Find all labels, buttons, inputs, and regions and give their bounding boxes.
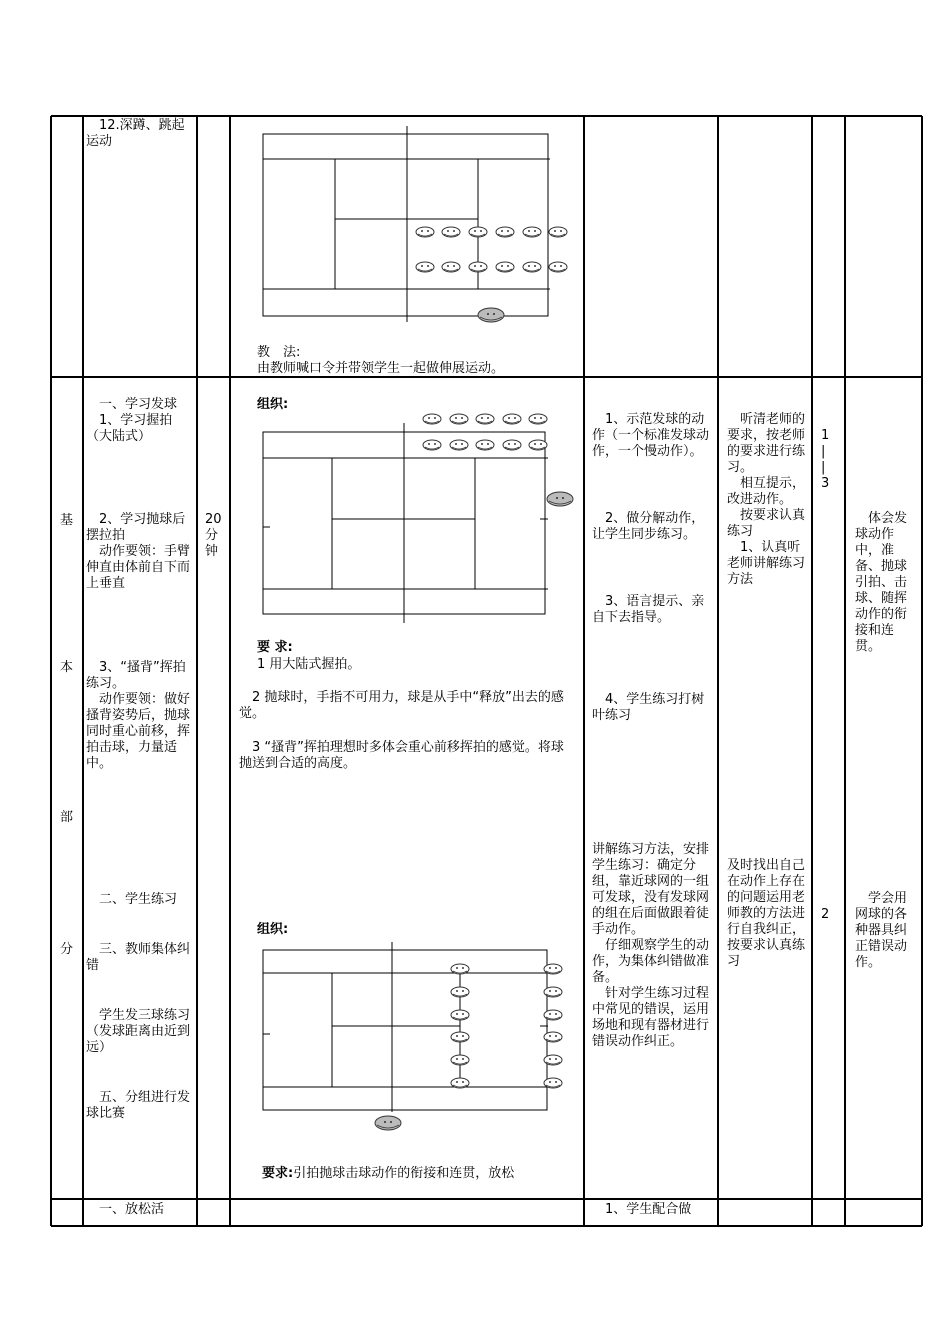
- eye-icon: [487, 417, 489, 419]
- eye-icon: [447, 265, 449, 267]
- eye-icon: [434, 443, 436, 445]
- row3-content: 一、放松活: [86, 1202, 165, 1217]
- eye-icon: [555, 1013, 557, 1015]
- section-char: 部: [60, 810, 74, 825]
- eye-icon: [428, 443, 430, 445]
- student-icon: [523, 262, 541, 272]
- student-icon: [451, 1010, 469, 1020]
- eye-icon: [427, 265, 429, 267]
- eye-icon: [501, 230, 503, 232]
- eye-icon: [455, 417, 457, 419]
- req2-text: 引拍抛球击球动作的衔接和连贯，放松: [293, 1166, 515, 1181]
- eye-icon: [480, 265, 482, 267]
- req2: [262, 1166, 582, 1182]
- student-icon: [469, 262, 487, 272]
- student-icon: [442, 262, 460, 272]
- eye-icon: [514, 443, 516, 445]
- row3-teacher: 1、学生配合做: [592, 1202, 692, 1217]
- court-outline: [263, 950, 547, 1110]
- student-icon: [451, 987, 469, 997]
- eye-icon: [456, 990, 458, 992]
- req2-label: 要求:: [262, 1166, 294, 1181]
- eye-icon: [549, 1058, 551, 1060]
- eye-icon: [428, 417, 430, 419]
- teacher-item: 3、语言提示、亲自下去指导。: [592, 594, 705, 625]
- req-item: 1 用大陆式握拍。: [257, 657, 361, 672]
- content-item: 二、学生练习: [86, 892, 178, 907]
- eye-icon: [453, 230, 455, 232]
- eye-icon: [549, 990, 551, 992]
- eye-icon: [508, 417, 510, 419]
- eye-icon: [534, 230, 536, 232]
- student-icon: [476, 414, 494, 424]
- eye-icon: [555, 1058, 557, 1060]
- student-icon: [469, 227, 487, 237]
- eye-icon: [514, 417, 516, 419]
- student-item: 听清老师的要求，按老师的要求进行练习。 相互提示，改进动作。 按要求认真练习 1、认真听老师讲解练习方法: [727, 412, 806, 587]
- eye-icon: [474, 265, 476, 267]
- eye-icon: [534, 443, 536, 445]
- student-icon: [451, 1032, 469, 1042]
- req-item: 3 “搔背”挥拍理想时多体会重心前移挥拍的感觉。将球抛送到合适的高度。: [239, 740, 564, 771]
- eye-icon: [534, 265, 536, 267]
- count: 1 | | 3: [821, 428, 830, 491]
- student-icon: [416, 262, 434, 272]
- eye-icon: [461, 443, 463, 445]
- student-icon: [529, 414, 547, 424]
- eye-icon: [549, 1035, 551, 1037]
- time-allocation: 20 分 钟: [205, 512, 222, 559]
- eye-icon: [560, 230, 562, 232]
- student-icon: [416, 227, 434, 237]
- student-icon: [544, 1032, 562, 1042]
- method-label: 教 法:: [257, 345, 301, 360]
- eye-icon: [474, 230, 476, 232]
- student-icon: [544, 987, 562, 997]
- student-icon: [451, 1055, 469, 1065]
- eye-icon: [456, 1035, 458, 1037]
- section-char: 本: [60, 660, 74, 675]
- eye-icon: [507, 230, 509, 232]
- student-icon: [476, 440, 494, 450]
- student-icon: [549, 262, 567, 272]
- content-item: 三、教师集体纠错: [86, 942, 191, 973]
- org-label: 组织:: [257, 397, 289, 412]
- eye-icon: [534, 417, 536, 419]
- student-icon: [496, 227, 514, 237]
- eye-icon: [461, 417, 463, 419]
- eye-icon: [487, 313, 489, 315]
- student-icon: [450, 440, 468, 450]
- teacher-item: 1、示范发球的动作（一个标准发球动作，一个慢动作）。: [592, 412, 710, 459]
- student-icon: [451, 1078, 469, 1088]
- student-icon: [544, 1010, 562, 1020]
- eye-icon: [555, 967, 557, 969]
- eye-icon: [456, 967, 458, 969]
- eye-icon: [493, 313, 495, 315]
- eye-icon: [453, 265, 455, 267]
- student-icon: [549, 227, 567, 237]
- section-char: 基: [60, 513, 74, 528]
- student-icon: [503, 440, 521, 450]
- student-icon: [529, 440, 547, 450]
- goal-item: 体会发球动作中，准备、抛球引拍、击球、随挥动作的衔接和连贯。: [855, 511, 908, 654]
- eye-icon: [462, 1058, 464, 1060]
- content-item: 一、学习发球 1、学习握拍（大陆式）: [86, 397, 178, 444]
- eye-icon: [462, 1035, 464, 1037]
- student-icon: [451, 964, 469, 974]
- method-text: 由教师喊口令并带领学生一起做伸展运动。: [257, 361, 505, 376]
- count: 2: [821, 907, 830, 922]
- req-item: 2 抛球时，手指不可用力，球是从手中“释放”出去的感觉。: [239, 690, 564, 721]
- eye-icon: [540, 443, 542, 445]
- student-icon: [544, 964, 562, 974]
- teacher-item: 2、做分解动作，让学生同步练习。: [592, 511, 705, 542]
- eye-icon: [480, 230, 482, 232]
- student-icon: [544, 1078, 562, 1088]
- eye-icon: [434, 417, 436, 419]
- student-icon: [423, 440, 441, 450]
- student-icon: [450, 414, 468, 424]
- eye-icon: [447, 230, 449, 232]
- eye-icon: [456, 1013, 458, 1015]
- eye-icon: [462, 1013, 464, 1015]
- eye-icon: [554, 265, 556, 267]
- eye-icon: [555, 1081, 557, 1083]
- eye-icon: [555, 1035, 557, 1037]
- org2-label: 组织:: [257, 922, 289, 937]
- eye-icon: [554, 230, 556, 232]
- eye-icon: [384, 1121, 386, 1123]
- student-icon: [544, 1055, 562, 1065]
- student-icon: [423, 414, 441, 424]
- eye-icon: [528, 265, 530, 267]
- student-icon: [503, 414, 521, 424]
- eye-icon: [427, 230, 429, 232]
- eye-icon: [462, 967, 464, 969]
- section-char: 分: [60, 942, 74, 957]
- goal-item: 学会用网球的各种器具纠正错误动作。: [855, 891, 908, 970]
- content-item: 学生发三球练习（发球距离由近到远）: [86, 1008, 191, 1055]
- eye-icon: [549, 967, 551, 969]
- req-label: 要 求:: [257, 640, 293, 655]
- eye-icon: [555, 990, 557, 992]
- student-icon: [442, 227, 460, 237]
- content-item: 3、“搔背”挥拍练习。 动作要领：做好搔背姿势后，抛球同时重心前移，挥拍击球，力量适中。: [86, 660, 191, 771]
- eye-icon: [556, 497, 558, 499]
- eye-icon: [481, 417, 483, 419]
- content-item: 2、学习抛球后摆拉拍 动作要领：手臂伸直由体前自下而上垂直: [86, 512, 191, 591]
- student-icon: [496, 262, 514, 272]
- eye-icon: [507, 265, 509, 267]
- eye-icon: [456, 1081, 458, 1083]
- eye-icon: [421, 230, 423, 232]
- eye-icon: [540, 417, 542, 419]
- eye-icon: [560, 265, 562, 267]
- student-item: 及时找出自己在动作上存在的问题运用老师教的方法进行自我纠正，按要求认真练习: [727, 858, 806, 969]
- eye-icon: [462, 990, 464, 992]
- eye-icon: [549, 1081, 551, 1083]
- eye-icon: [528, 230, 530, 232]
- eye-icon: [562, 497, 564, 499]
- eye-icon: [462, 1081, 464, 1083]
- eye-icon: [455, 443, 457, 445]
- teacher-item: 讲解练习方法，安排学生练习：确定分组，靠近球网的一组可发球，没有发球网的组在后面做跟着徒手动作。 仔细观察学生的动作，为集体纠错做准备。 针对学生练习过程中常见的错误，运用场地和现有器材进行错误动作纠正。: [592, 842, 710, 1049]
- eye-icon: [508, 443, 510, 445]
- student-icon: [523, 227, 541, 237]
- eye-icon: [487, 443, 489, 445]
- row1-content: 12.深蹲、跳起运动: [86, 118, 185, 149]
- content-item: 五、分组进行发球比赛: [86, 1090, 191, 1121]
- teacher-item: 4、学生练习打树叶练习: [592, 692, 705, 723]
- eye-icon: [481, 443, 483, 445]
- eye-icon: [501, 265, 503, 267]
- eye-icon: [421, 265, 423, 267]
- eye-icon: [549, 1013, 551, 1015]
- eye-icon: [456, 1058, 458, 1060]
- eye-icon: [390, 1121, 392, 1123]
